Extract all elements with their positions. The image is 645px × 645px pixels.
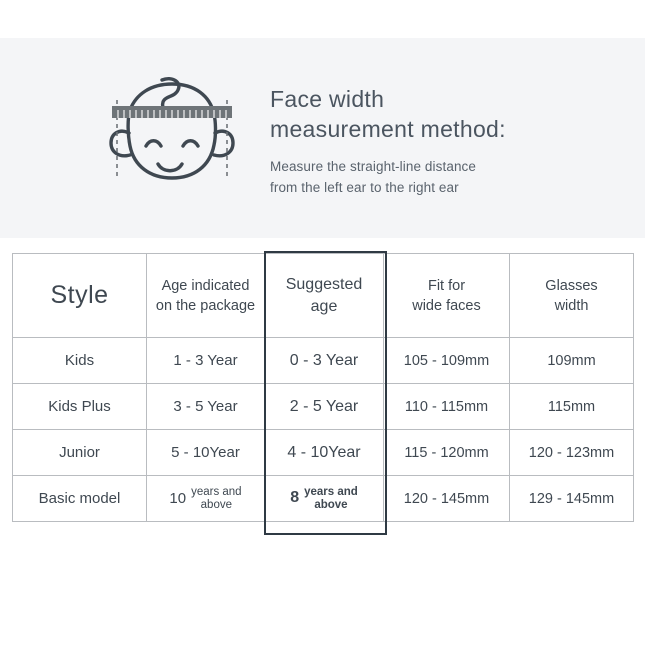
table-row [13,338,634,384]
cell-suggested-age [265,476,384,522]
cell-glasses-width: 115mm [510,384,634,430]
cell-age-on-package: 3 - 5 Year [147,384,265,430]
header-glasses-width-line-2: width [554,297,589,314]
header-fit-line-1: Fit for [427,277,466,294]
header-age-on-package-line-1: Age indicated [161,277,250,294]
cell-glasses-width: 109mm [510,338,634,384]
cell-age-number: 10 [169,489,187,507]
cell-age-small-line-1: years and [191,485,242,498]
cell-style: Kids Plus [13,384,147,430]
cell-suggested-age: 0 - 3 Year [265,338,384,384]
header-age-on-package-line-2: on the package [155,297,256,314]
header-glasses-width [510,254,634,338]
cell-suggested-age: 2 - 5 Year [265,384,384,430]
header-fit-line-2: wide faces [412,297,481,314]
header-glasses-width-line-1: Glasses [545,277,598,294]
banner-text-block [270,78,506,198]
cell-suggested-age: 4 - 10Year [265,430,384,476]
banner-subtitle [270,156,506,198]
cell-style: Basic model [13,476,147,522]
banner-subtitle-line-1: Measure the straight-line distance [270,159,477,174]
size-table [12,253,634,522]
cell-style: Junior [13,430,147,476]
table-row [13,430,634,476]
cell-glasses-width: 120 - 123mm [510,430,634,476]
header-age-on-package [147,254,265,338]
cell-suggested-small-line-1: years and [304,485,358,498]
child-face-with-ruler-illustration [70,48,260,228]
cell-fit-for-wide-faces: 105 - 109mm [384,338,510,384]
banner-subtitle-line-2: from the left ear to the right ear [270,180,459,195]
cell-age-on-package [147,476,265,522]
table-header-row [13,254,634,338]
cell-fit-for-wide-faces: 120 - 145mm [384,476,510,522]
cell-suggested-small-line-2: above [314,498,348,511]
header-style: Style [13,254,147,338]
cell-age-on-package: 5 - 10Year [147,430,265,476]
header-suggested-age-line-2: age [310,297,338,315]
size-table-body [13,338,634,522]
cell-style: Kids [13,338,147,384]
table-row [13,384,634,430]
cell-age-on-package: 1 - 3 Year [147,338,265,384]
cell-age-small-line-2: above [200,498,232,511]
cell-suggested-number: 8 [290,489,300,507]
banner-title-line-1: Face width [270,86,385,112]
size-table-wrapper [12,253,633,522]
header-fit-for-wide-faces [384,254,510,338]
table-row [13,476,634,522]
cell-glasses-width: 129 - 145mm [510,476,634,522]
header-suggested-age-line-1: Suggested [285,275,363,293]
banner-title [270,84,506,144]
cell-fit-for-wide-faces: 110 - 115mm [384,384,510,430]
header-suggested-age [265,254,384,338]
size-table-head [13,254,634,338]
cell-fit-for-wide-faces: 115 - 120mm [384,430,510,476]
banner-title-line-2: measurement method: [270,116,506,142]
header-banner [0,38,645,238]
